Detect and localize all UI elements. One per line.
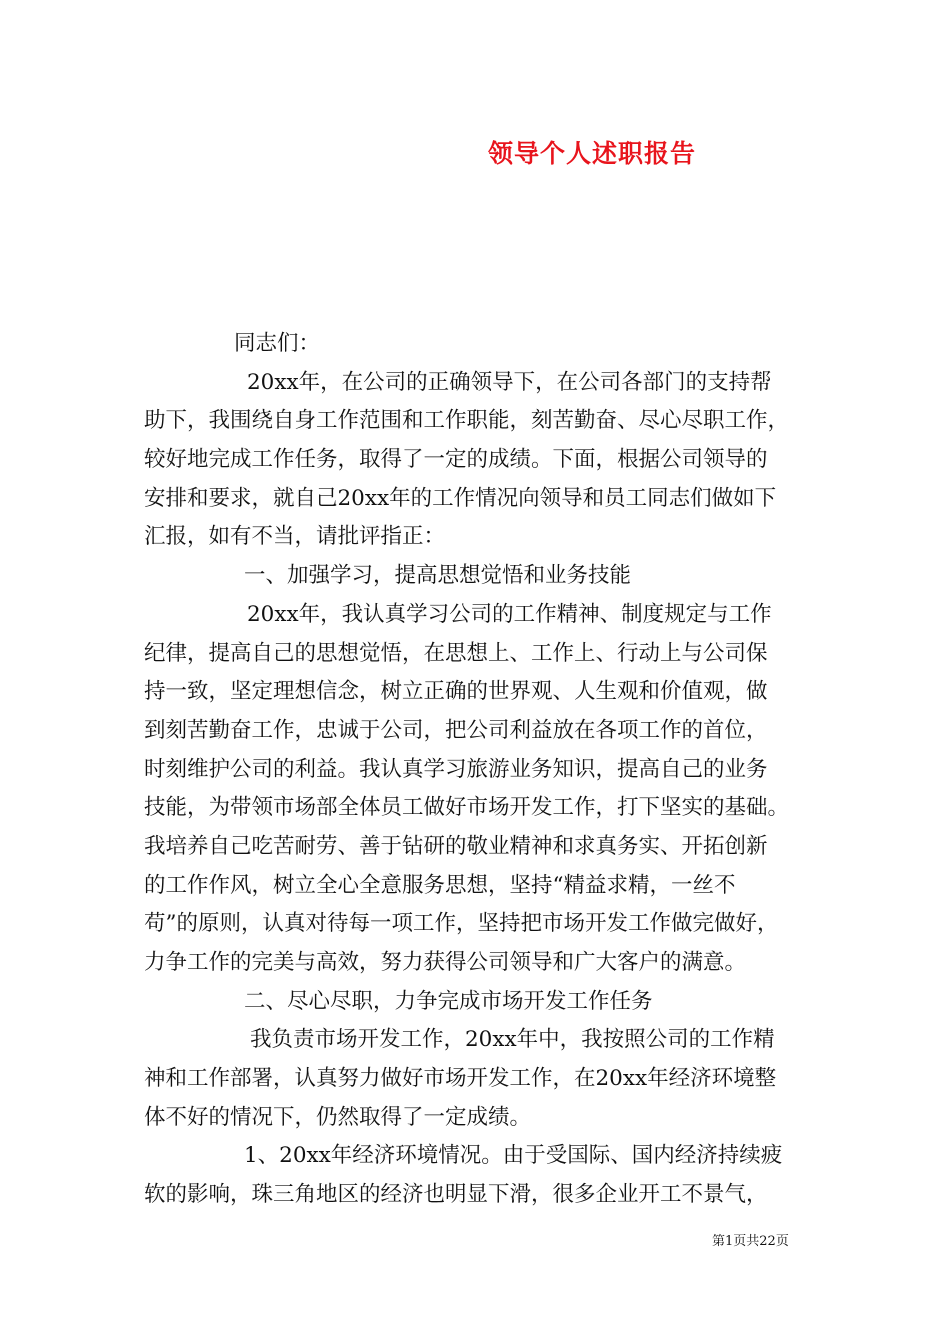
text-line: 一、加强学习，提高思想觉悟和业务技能 [244,563,632,589]
text-line: 助下，我围绕自身工作范围和工作职能，刻苦勤奋、尽心尽职工作， [144,408,790,434]
text-line: 技能，为带领市场部全体员工做好市场开发工作，打下坚实的基础。 [144,795,790,821]
text-line: 我负责市场开发工作，20xx年中，我按照公司的工作精 [250,1027,775,1053]
page-footer: 第1页共22页 [712,1234,789,1249]
text-line: 安排和要求，就自己20xx年的工作情况向领导和员工同志们做如下 [144,485,777,511]
text-line: 较好地完成工作任务，取得了一定的成绩。下面，根据公司领导的 [144,447,768,473]
text-line: 时刻维护公司的利益。我认真学习旅游业务知识，提高自己的业务 [144,756,768,782]
text-line: 持一致，坚定理想信念，树立正确的世界观、人生观和价值观，做 [144,679,768,705]
text-line: 苟”的原则，认真对待每一项工作，坚持把市场开发工作做完做好， [144,911,779,937]
text-line: 神和工作部署，认真努力做好市场开发工作，在20xx年经济环境整 [144,1066,777,1092]
text-line: 纪律，提高自己的思想觉悟，在思想上、工作上、行动上与公司保 [144,640,768,666]
text-line: 同志们： [234,331,321,356]
text-line: 20xx年，我认真学习公司的工作精神、制度规定与工作 [247,601,772,627]
text-line: 到刻苦勤奋工作，忠诚于公司，把公司利益放在各项工作的首位， [144,717,768,743]
text-line: 力争工作的完美与高效，努力获得公司领导和广大客户的满意。 [144,950,747,975]
text-line: 的工作作风，树立全心全意服务思想，坚持“精益求精，一丝不 [144,872,736,898]
text-line: 二、尽心尽职，力争完成市场开发工作任务 [244,988,653,1014]
text-line: 汇报，如有不当，请批评指正： [144,524,446,550]
text-line: 20xx年，在公司的正确领导下，在公司各部门的支持帮 [247,369,772,395]
text-line: 我培养自己吃苦耐劳、善于钻研的敬业精神和求真务实、开拓创新 [144,833,768,859]
text-line: 体不好的情况下，仍然取得了一定成绩。 [144,1104,532,1130]
document-title: 领导个人述职报告 [488,139,697,168]
text-line: 1、20xx年经济环境情况。由于受国际、国内经济持续疲 [244,1143,783,1169]
document-body [144,325,832,1215]
text-line: 软的影响，珠三角地区的经济也明显下滑，很多企业开工不景气， [144,1182,768,1208]
